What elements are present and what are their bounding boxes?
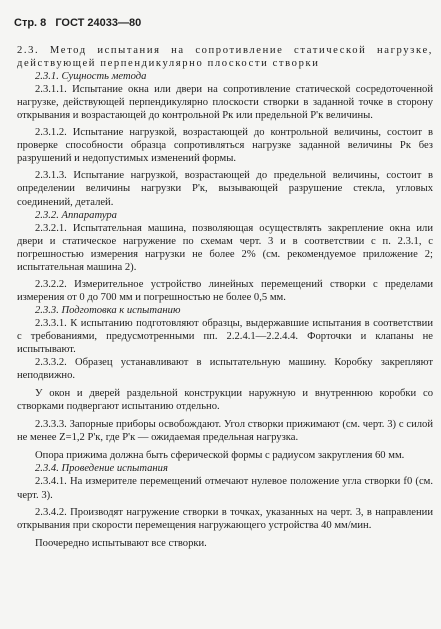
paragraph-2-3-3-2: 2.3.3.2. Образец устанавливают в испытательную машину. Коробку закрепляют неподвижно. — [17, 357, 433, 382]
standard-number: ГОСТ 24033—80 — [55, 17, 142, 29]
subheading-2-3-1: 2.3.1. Сущность метода — [35, 71, 147, 83]
subheading-2-3-3: 2.3.3. Подготовка к испытанию — [35, 304, 181, 316]
paragraph-2-3-1-3: 2.3.1.3. Испытание нагрузкой, возрастающей до предельной величины, состоит в определении величины нагрузки P'к, вызывающей разрушение стекла, угловых соединений, деталей. — [17, 170, 433, 208]
paragraph-2-3-3-3: 2.3.3.3. Запорные приборы освобождают. Угол створки прижимают (см. черт. 3) с силой не менее Z=1,2 P'к, где P'к — ожидаемая предельная нагрузка. — [17, 419, 433, 444]
paragraph-2-3-4-1: 2.3.4.1. На измерителе перемещений отмечают нулевое положение угла створки f0 (см. черт. 3). — [17, 476, 433, 501]
paragraph-separate-frames: У окон и дверей раздельной конструкции наружную и внутреннюю коробки со створками подвергают испытанию отдельно. — [17, 388, 433, 413]
paragraph-2-3-3-1: 2.3.3.1. К испытанию подготовляют образцы, выдержавшие испытания в соответствии с требованиями, предусмотренными пп. 2.2.4.1—2.2.4.4. Форточки и клапаны не испытывают. — [17, 317, 433, 356]
paragraph-2-3-2-1: 2.3.2.1. Испытательная машина, позволяющая осуществлять закрепление окна или двери и статическое нагружение по схемам черт. 3 и в соответствии с п. 2.3.1, с погрешностью измерения нагрузки не более 2% (см. рекомендуемое приложение 2; испытательная машина 2). — [17, 222, 433, 273]
paragraph-2-3-1-2: 2.3.1.2. Испытание нагрузкой, возрастающей до контрольной величины, состоит в проверке способности образца сопротивляться нагрузке заданной величины Pк без разрушений и недопустимых изменений формы. — [17, 127, 433, 165]
subheading-2-3-4: 2.3.4. Проведение испытания — [35, 463, 168, 475]
page-header — [14, 17, 147, 29]
subheading-2-3-2: 2.3.2. Аппаратура — [35, 209, 117, 221]
paragraph-clamp-support: Опора прижима должна быть сферической формы с радиусом закругления 60 мм. — [35, 450, 405, 462]
paragraph-test-all-sashes: Поочередно испытывают все створки. — [35, 537, 207, 549]
paragraph-2-3-4-2: 2.3.4.2. Производят нагружение створки в точках, указанных на черт. 3, в направлении открывания при скорости перемещения нагружающего устройства 40 мм/мин. — [17, 506, 433, 531]
page-number: Стр. 8 — [14, 17, 47, 29]
paragraph-2-3-2-2: 2.3.2.2. Измерительное устройство линейных перемещений створки с пределами измерения от 0 до 700 мм и погрешностью не более 0,5 мм. — [17, 278, 433, 303]
document-body — [17, 44, 433, 550]
section-heading-2-3: 2.3. Метод испытания на сопротивление статической нагрузке, действующей перпендикулярно плоскости створки — [17, 45, 433, 70]
paragraph-2-3-1-1: 2.3.1.1. Испытание окна или двери на сопротивление статической сосредоточенной нагрузке, действующей перпендикулярно плоскости створки в заданной точке в сторону открывания и возрастающей до контрольной Pк или предельной P'к величины. — [17, 84, 433, 122]
